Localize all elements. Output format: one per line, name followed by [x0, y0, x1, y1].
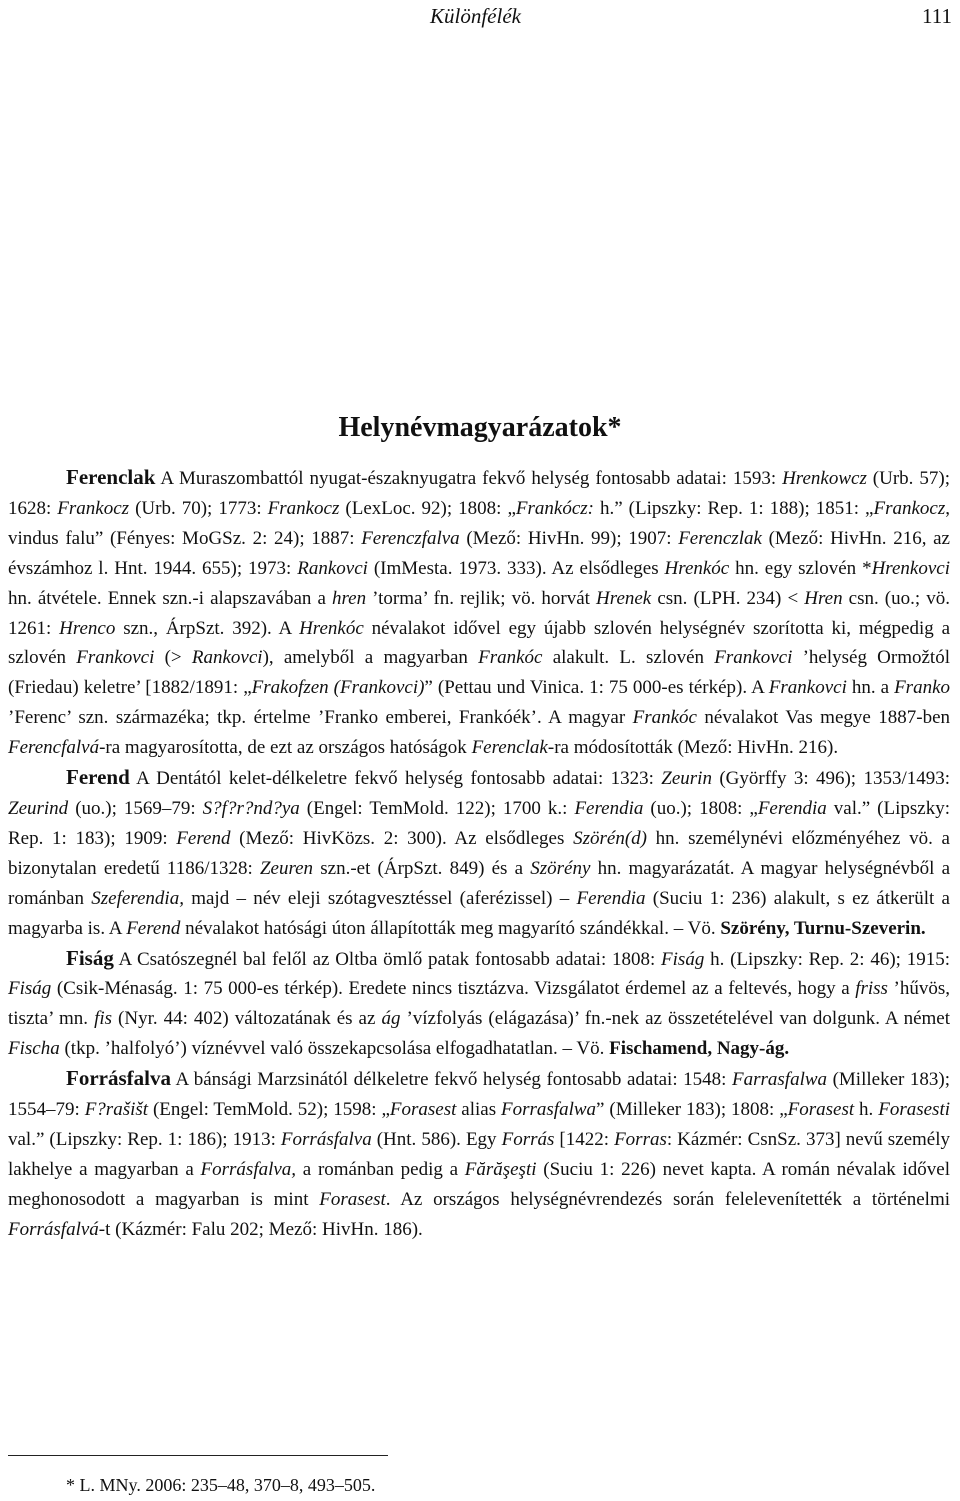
text-run: -t (Kázmér: Falu 202; Mező: HivHn. 186). [98, 1218, 423, 1240]
text-run: (Urb. 57); 1628: [8, 468, 950, 519]
italic-text: Frankóc [632, 707, 697, 729]
italic-text: Frankocz [873, 497, 946, 519]
italic-text: Fărăşeşti [464, 1158, 537, 1180]
italic-text: Frankócz: [515, 497, 594, 519]
text-run: val.” (Lipszky: Rep. 1: 186); 1913: [8, 1128, 281, 1150]
italic-text: Ferendia [757, 797, 827, 819]
text-run: hn. a [846, 677, 895, 699]
italic-text: Forasest [389, 1099, 457, 1121]
bold-text: Szörény, Turnu-Szeverin. [720, 917, 926, 939]
italic-text: Hrenek [596, 587, 652, 609]
italic-text: Forrásfalva [280, 1128, 372, 1150]
text-run: ’hűvös, tiszta’ mn. [8, 978, 950, 1030]
text-run: alias [456, 1099, 501, 1121]
italic-text: Frakofzen (Frankovci) [251, 677, 425, 699]
text-run: hn. magyarázatát. A magyar helységnévből a románban [8, 857, 950, 909]
text-run: h. (Lipszky: Rep. 2: 46); 1915: [704, 948, 950, 970]
italic-text: Szörén(d) [573, 827, 647, 849]
italic-text: Fiság [8, 978, 52, 1000]
text-run: (uo.); 1808: „ [643, 797, 758, 819]
italic-text: Forrásfalva, [200, 1158, 297, 1180]
italic-text: Rankovci [191, 647, 263, 669]
text-run: ), amelyből a magyarban [262, 647, 479, 669]
article-body [8, 463, 950, 1245]
text-run: h. [854, 1099, 879, 1121]
text-run: szn.-et (ÁrpSzt. 849) és a [313, 857, 531, 879]
italic-text: Frankocz [267, 497, 340, 519]
italic-text: Franko [894, 677, 950, 699]
text-run: val.” (Lipszky: Rep. 1: 183); 1909: [8, 797, 950, 849]
text-run: ” (Pettau und Vinica. 1: 75 000-es térkép). A [424, 677, 769, 699]
text-run: ’torma’ fn. rejlik; vö. horvát [366, 587, 597, 609]
text-run: csn. (LPH. 234) < [651, 587, 805, 609]
italic-text: S?f?r?nd?ya [202, 797, 300, 819]
italic-text: Ferendia [576, 887, 646, 909]
text-run: ” (Milleker 183); 1808: „ [596, 1099, 788, 1121]
text-run: (Urb. 70); 1773: [129, 497, 268, 519]
italic-text: hren [331, 587, 367, 609]
text-run: (ImMesta. 1973. 333). Az elsődleges [367, 557, 665, 579]
headword: Forrásfalva [66, 1066, 171, 1091]
text-run: (Suciu 1: 226) nevet kapta. A román névalak idővel meghonosodott a magyarban is mint [8, 1158, 951, 1210]
text-run: [1422: [554, 1128, 615, 1150]
italic-text: Hrenkovci [871, 557, 950, 579]
italic-text: Ferencfalvá [8, 737, 100, 759]
italic-text: Frankocz [57, 497, 130, 519]
italic-text: Forasest [787, 1099, 855, 1121]
italic-text: Szeferendia, [91, 887, 184, 909]
italic-text: Rankovci [297, 557, 368, 579]
text-run: (> [154, 647, 192, 669]
italic-text: fis [94, 1008, 113, 1030]
italic-text: Ferenczfalva [361, 527, 460, 549]
italic-text: Fiság [661, 948, 705, 970]
text-run: (tkp. ’halfolyó’) víznévvel való összekapcsolása elfogadhatatlan. – Vö. [59, 1038, 610, 1060]
italic-text: Farrasfalwa [732, 1069, 828, 1091]
italic-text: ág [381, 1008, 401, 1030]
text-run: (Engel: TemMold. 52); 1598: „ [148, 1099, 390, 1121]
text-run: ’vízfolyás (elágazása)’ fn.-nek az összetételével van dolgunk. A német [400, 1008, 951, 1030]
text-run: -ra módosították (Mező: HivHn. 216). [547, 737, 839, 759]
text-run: . Az országos helységnévrendezés során felelevenítették a történelmi [385, 1188, 951, 1210]
text-run: csn. (uo.; vö. 1261: [8, 587, 950, 639]
italic-text: Zeurind [8, 797, 69, 819]
running-header [0, 2, 960, 30]
italic-text: Ferenczlak [678, 527, 762, 549]
text-run: (Mező: HivKözs. 2: 300). Az elsődleges [230, 827, 574, 849]
italic-text: Zeuren [259, 857, 314, 879]
italic-text: friss [855, 978, 888, 1000]
text-run: , vindus falu” (Fényes: MoGSz. 2: 24); 1887: [8, 497, 951, 549]
text-run: (LexLoc. 92); 1808: „ [339, 497, 516, 519]
text-run: (Suciu 1: 236) alakult, s ez átkerült a magyarba is. A [8, 887, 950, 939]
text-run: ’Ferenc’ szn. származéka; tkp. értelme ’Franko emberei, Frankóék’. A magyar [8, 707, 633, 729]
entry-ferend [8, 763, 950, 943]
text-run: (Nyr. 44: 402) változatának és az [112, 1008, 382, 1030]
text-run: (Engel: TemMold. 122); 1700 k.: [299, 797, 575, 819]
italic-text: Forasesti [878, 1099, 950, 1121]
italic-text: Ferend [126, 917, 181, 939]
text-run: A Csatószegnél bal felől az Oltba ömlő patak fontosabb adatai: 1808: [113, 948, 662, 970]
italic-text: Ferendia [574, 797, 644, 819]
italic-text: F?rašišt [84, 1099, 149, 1121]
italic-text: Hrenco [59, 617, 116, 639]
text-run: hn. átvétele. Ennek szn.-i alapszavában a [8, 587, 332, 609]
text-run: -ra magyarosította, de ezt az országos hatóságok [99, 737, 472, 759]
bold-text: Fischamend, Nagy-ág. [609, 1038, 790, 1060]
italic-text: Frankóc [478, 647, 543, 669]
page-number: 111 [922, 4, 952, 28]
text-run: (Mező: HivHn. 99); 1907: [459, 527, 679, 549]
italic-text: Forrasfalwa [501, 1099, 597, 1121]
text-run: szn., ÁrpSzt. 392). A [115, 617, 300, 639]
headword: Ferenclak [66, 465, 156, 489]
text-run: hn. személynévi előzményéhez vö. a bizonytalan eredetű 1186/1328: [8, 827, 950, 879]
text-run: névalakot Vas megye 1887-ben [696, 707, 950, 729]
entry-ferenclak [8, 463, 950, 763]
italic-text: Hrenkóc [664, 557, 730, 579]
text-run: (uo.); 1569–79: [68, 797, 203, 819]
text-run: A Muraszombattól nyugat-északnyugatra fekvő helység fontosabb adatai: 1593: [155, 468, 783, 489]
entry-fisag [8, 944, 950, 1065]
text-run: a románban pedig a [296, 1158, 465, 1180]
text-run: h.” (Lipszky: Rep. 1: 188); 1851: „ [593, 497, 874, 519]
italic-text: Frankovci [768, 677, 847, 699]
text-run: hn. egy szlovén * [729, 557, 872, 579]
italic-text: Fischa [8, 1038, 60, 1060]
text-run: : Kázmér: CsnSz. 373] nevű személy lakhelye a magyarban a [8, 1128, 951, 1180]
text-run: névalakot hatósági úton állapították meg magyarító szándékkal. – Vö. [180, 917, 721, 939]
text-run: (Csik-Ménaság. 1: 75 000-es térkép). Eredete nincs tisztázva. Vizsgálatot érdemel az a feltevés, hogy a [51, 978, 856, 1000]
italic-text: Szörény [530, 857, 591, 879]
text-run: alakult. L. szlovén [542, 647, 715, 669]
text-run: (Milleker 183); 1554–79: [8, 1069, 950, 1121]
headword: Fiság [66, 945, 114, 970]
article-title: Helynévmagyarázatok* [338, 412, 622, 443]
italic-text: Forasest [319, 1188, 386, 1210]
italic-text: Forrásfalvá [8, 1218, 99, 1240]
italic-text: Forras [614, 1128, 667, 1150]
italic-text: Zeurin [661, 768, 712, 790]
italic-text: Ferend [176, 827, 231, 849]
text-run: A bánsági Marzsinától délkeletre fekvő helység fontosabb adatai: 1548: [170, 1069, 732, 1091]
text-run: A Dentától kelet-délkeletre fekvő helység fontosabb adatai: 1323: [129, 768, 662, 790]
text-run: ’helység Ormožtól (Friedau) keletre’ [1882/1891: „ [8, 647, 950, 699]
text-run: (Mező: HivHn. 216, az évszámhoz l. Hnt. 1944. 655); 1973: [8, 527, 950, 579]
italic-text: Forrás [501, 1128, 555, 1150]
italic-text: Frankovci [714, 647, 793, 669]
headword: Ferend [66, 765, 130, 790]
entry-forrasfalva [8, 1064, 950, 1244]
text-run: névalakot idővel egy újabb szlovén helységnév szorította ki, mégpedig a szlovén [8, 617, 951, 669]
italic-text: Hrenkowcz [782, 468, 867, 489]
section-title: Különfélék [430, 4, 521, 28]
text-run: majd – név eleji szótagvesztéssel (aferézissel) – [183, 887, 577, 909]
footnote-rule [8, 1455, 388, 1456]
italic-text: Hrenkóc [299, 617, 364, 639]
italic-text: Ferenclak [471, 737, 548, 759]
italic-text: Hren [804, 587, 843, 609]
text-run: (Hnt. 586). Egy [371, 1128, 502, 1150]
text-run: (Györffy 3: 496); 1353/1493: [711, 768, 950, 790]
italic-text: Frankovci [76, 647, 155, 669]
footnote: * L. MNy. 2006: 235–48, 370–8, 493–505. [66, 1475, 376, 1495]
